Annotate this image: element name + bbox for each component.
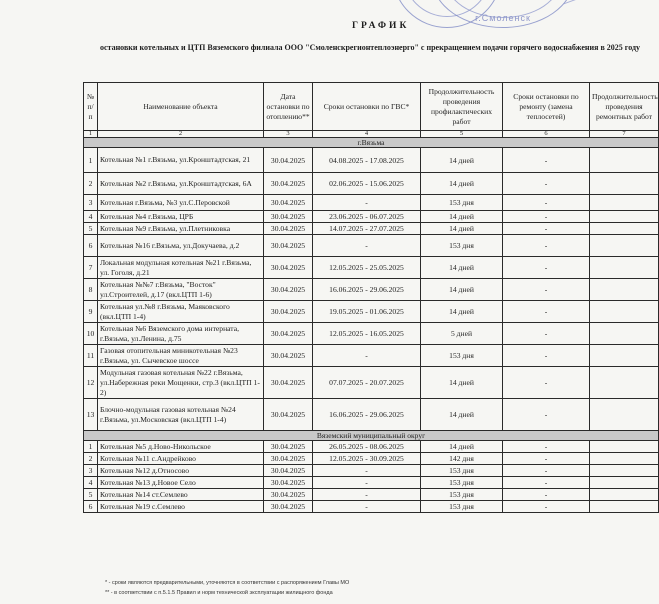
table-row [84,345,659,367]
object-name-cell: Котельная №16 г.Вязьма, ул.Докучаева, д.2 [98,235,264,257]
document-subtitle: остановки котельных и ЦТП Вяземского филиала ООО "Смоленскрегионтеплоэнерго" с прекращением подачи горячего водоснабжения в 2025 году [99,43,641,52]
repair-duration-cell [590,465,659,477]
repair-period-cell: - [503,223,590,235]
heating-stop-date-cell: 30.04.2025 [264,223,313,235]
heating-stop-date-cell: 30.04.2025 [264,257,313,279]
repair-duration-cell [590,148,659,173]
heating-stop-date-cell: 30.04.2025 [264,195,313,211]
maintenance-duration-cell: 153 дня [421,195,503,211]
object-name-cell: Котельная г.Вязьма, №3 ул.С.Перовской [98,195,264,211]
table-row [84,441,659,453]
heating-stop-date-cell: 30.04.2025 [264,489,313,501]
heating-stop-date-cell: 30.04.2025 [264,323,313,345]
row-number-cell: 3 [84,195,98,211]
heating-stop-date-cell: 30.04.2025 [264,173,313,195]
gvs-period-cell: - [313,235,421,257]
stamp-city-text: г.Смоленск [475,13,531,23]
row-number-cell: 13 [84,399,98,431]
section-title: Вяземский муниципальный округ [84,431,659,441]
row-number-cell: 9 [84,301,98,323]
row-number-cell: 6 [84,235,98,257]
repair-period-cell: - [503,323,590,345]
object-name-cell: Котельная №6 Вяземского дома интерната, г.Вязьма, ул.Ленина, д.75 [98,323,264,345]
repair-duration-cell [590,345,659,367]
heating-stop-date-cell: 30.04.2025 [264,211,313,223]
table-row [84,257,659,279]
table-row [84,489,659,501]
row-number-cell: 3 [84,465,98,477]
object-name-cell: Котельная №2 г.Вязьма, ул.Кронштадтская, 6А [98,173,264,195]
column-number: 1 [84,131,98,138]
table-row [84,211,659,223]
object-name-cell: Котельная №19 с.Семлево [98,501,264,513]
repair-period-cell: - [503,257,590,279]
gvs-period-cell: 23.06.2025 - 06.07.2025 [313,211,421,223]
repair-period-cell: - [503,477,590,489]
table-row [84,399,659,431]
gvs-period-cell: 12.05.2025 - 16.05.2025 [313,323,421,345]
repair-period-cell: - [503,465,590,477]
object-name-cell: Локальная модульная котельная №21 г.Вязьма, ул. Гоголя, д.21 [98,257,264,279]
gvs-period-cell: - [313,477,421,489]
gvs-period-cell: 19.05.2025 - 01.06.2025 [313,301,421,323]
object-name-cell: Котельная ул.№8 г.Вязьма, Маяковского (вкл.ЦТП 1-4) [98,301,264,323]
header-object-name: Наименование объекта [98,83,264,131]
table-body [84,138,659,513]
repair-duration-cell [590,501,659,513]
repair-period-cell: - [503,399,590,431]
maintenance-duration-cell: 14 дней [421,441,503,453]
table-row [84,367,659,399]
section-row [84,138,659,148]
maintenance-duration-cell: 153 дня [421,501,503,513]
header-repair-period: Сроки остановки по ремонту (замена теплосетей) [503,83,590,131]
heating-stop-date-cell: 30.04.2025 [264,148,313,173]
object-name-cell: Котельная №5 д.Ново-Никольское [98,441,264,453]
gvs-period-cell: 07.07.2025 - 20.07.2025 [313,367,421,399]
column-number-row [84,131,659,138]
repair-duration-cell [590,195,659,211]
schedule-table [83,82,659,513]
heating-stop-date-cell: 30.04.2025 [264,279,313,301]
gvs-period-cell: 16.06.2025 - 29.06.2025 [313,399,421,431]
gvs-period-cell: - [313,465,421,477]
footnote-1: * - сроки являются предварительными, уточняются в соответствии с распоряжением Главы МО [105,580,350,586]
section-title: г.Вязьма [84,138,659,148]
maintenance-duration-cell: 14 дней [421,257,503,279]
repair-duration-cell [590,173,659,195]
column-number: 5 [421,131,503,138]
maintenance-duration-cell: 14 дней [421,367,503,399]
gvs-period-cell: - [313,345,421,367]
gvs-period-cell: - [313,195,421,211]
gvs-period-cell: 12.05.2025 - 25.05.2025 [313,257,421,279]
row-number-cell: 1 [84,148,98,173]
column-number: 4 [313,131,421,138]
heating-stop-date-cell: 30.04.2025 [264,501,313,513]
maintenance-duration-cell: 153 дня [421,235,503,257]
document-title: ГРАФИК [352,21,410,31]
object-name-cell: Котельная №13 д.Новое Село [98,477,264,489]
row-number-cell: 4 [84,211,98,223]
repair-duration-cell [590,211,659,223]
repair-period-cell: - [503,453,590,465]
footnote-2: ** - в соответствии с п.5.1.5 Правил и норм технической эксплуатации жилищного фонда [105,590,333,596]
object-name-cell: Котельная №11 с.Андрейково [98,453,264,465]
header-number: № п/п [84,83,98,131]
row-number-cell: 2 [84,173,98,195]
gvs-period-cell: 12.05.2025 - 30.09.2025 [313,453,421,465]
table-row [84,465,659,477]
maintenance-duration-cell: 14 дней [421,173,503,195]
row-number-cell: 10 [84,323,98,345]
repair-duration-cell [590,441,659,453]
heating-stop-date-cell: 30.04.2025 [264,453,313,465]
table-row [84,223,659,235]
row-number-cell: 8 [84,279,98,301]
gvs-period-cell: 16.06.2025 - 29.06.2025 [313,279,421,301]
row-number-cell: 5 [84,489,98,501]
table-row [84,235,659,257]
maintenance-duration-cell: 153 дня [421,489,503,501]
row-number-cell: 6 [84,501,98,513]
header-row [84,83,659,131]
header-heating-stop-date: Дата остановки по отоплению** [264,83,313,131]
heating-stop-date-cell: 30.04.2025 [264,235,313,257]
object-name-cell: Котельная №1 г.Вязьма, ул.Кронштадтская, 21 [98,148,264,173]
heating-stop-date-cell: 30.04.2025 [264,477,313,489]
column-number: 3 [264,131,313,138]
object-name-cell: Котельная №№7 г.Вязьма, "Восток" ул.Строителей, д.17 (вкл.ЦТП 1-6) [98,279,264,301]
gvs-period-cell: 04.08.2025 - 17.08.2025 [313,148,421,173]
table-row [84,279,659,301]
section-row [84,431,659,441]
header-gvs-period: Сроки остановки по ГВС* [313,83,421,131]
maintenance-duration-cell: 14 дней [421,279,503,301]
table-row [84,173,659,195]
repair-period-cell: - [503,211,590,223]
heating-stop-date-cell: 30.04.2025 [264,367,313,399]
object-name-cell: Котельная №4 г.Вязьма, ЦРБ [98,211,264,223]
table-row [84,301,659,323]
table-row [84,453,659,465]
repair-period-cell: - [503,148,590,173]
repair-period-cell: - [503,441,590,453]
repair-period-cell: - [503,235,590,257]
gvs-period-cell: 02.06.2025 - 15.06.2025 [313,173,421,195]
table-row [84,501,659,513]
repair-duration-cell [590,477,659,489]
gvs-period-cell: - [313,501,421,513]
gvs-period-cell: - [313,489,421,501]
repair-period-cell: - [503,489,590,501]
maintenance-duration-cell: 14 дней [421,211,503,223]
heating-stop-date-cell: 30.04.2025 [264,399,313,431]
repair-period-cell: - [503,173,590,195]
maintenance-duration-cell: 142 дня [421,453,503,465]
object-name-cell: Блочно-модульная газовая котельная №24 г.Вязьма, ул.Московская (вкл.ЦТП 1-4) [98,399,264,431]
repair-period-cell: - [503,345,590,367]
row-number-cell: 12 [84,367,98,399]
table-row [84,323,659,345]
repair-duration-cell [590,399,659,431]
column-number: 2 [98,131,264,138]
repair-duration-cell [590,257,659,279]
repair-duration-cell [590,223,659,235]
repair-duration-cell [590,235,659,257]
maintenance-duration-cell: 153 дня [421,477,503,489]
column-number: 6 [503,131,590,138]
repair-period-cell: - [503,501,590,513]
header-maintenance-duration: Продолжительность проведения профилактических работ [421,83,503,131]
repair-duration-cell [590,301,659,323]
maintenance-duration-cell: 14 дней [421,223,503,235]
maintenance-duration-cell: 14 дней [421,148,503,173]
maintenance-duration-cell: 153 дня [421,465,503,477]
table-row [84,477,659,489]
object-name-cell: Модульная газовая котельная №22 г.Вязьма, ул.Набережная реки Мощенки, стр.3 (вкл.ЦТП 1-2) [98,367,264,399]
table-row [84,195,659,211]
maintenance-duration-cell: 5 дней [421,323,503,345]
heating-stop-date-cell: 30.04.2025 [264,465,313,477]
table-row [84,148,659,173]
row-number-cell: 5 [84,223,98,235]
heating-stop-date-cell: 30.04.2025 [264,301,313,323]
header-repair-duration: Продолжительность проведения ремонтных работ [590,83,659,131]
object-name-cell: Котельная №12 д.Относово [98,465,264,477]
row-number-cell: 11 [84,345,98,367]
heating-stop-date-cell: 30.04.2025 [264,441,313,453]
repair-period-cell: - [503,195,590,211]
gvs-period-cell: 26.05.2025 - 08.06.2025 [313,441,421,453]
object-name-cell: Газовая отопительная миникотельная №23 г.Вязьма, ул. Сычевское шоссе [98,345,264,367]
repair-period-cell: - [503,301,590,323]
column-number: 7 [590,131,659,138]
repair-period-cell: - [503,367,590,399]
repair-period-cell: - [503,279,590,301]
maintenance-duration-cell: 153 дня [421,345,503,367]
heating-stop-date-cell: 30.04.2025 [264,345,313,367]
repair-duration-cell [590,323,659,345]
repair-duration-cell [590,279,659,301]
maintenance-duration-cell: 14 дней [421,399,503,431]
row-number-cell: 1 [84,441,98,453]
object-name-cell: Котельная №9 г.Вязьма, ул.Плетниковка [98,223,264,235]
gvs-period-cell: 14.07.2025 - 27.07.2025 [313,223,421,235]
repair-duration-cell [590,453,659,465]
maintenance-duration-cell: 14 дней [421,301,503,323]
repair-duration-cell [590,489,659,501]
repair-duration-cell [590,367,659,399]
row-number-cell: 4 [84,477,98,489]
object-name-cell: Котельная №14 ст.Семлево [98,489,264,501]
row-number-cell: 7 [84,257,98,279]
row-number-cell: 2 [84,453,98,465]
signature-mark [563,0,584,16]
